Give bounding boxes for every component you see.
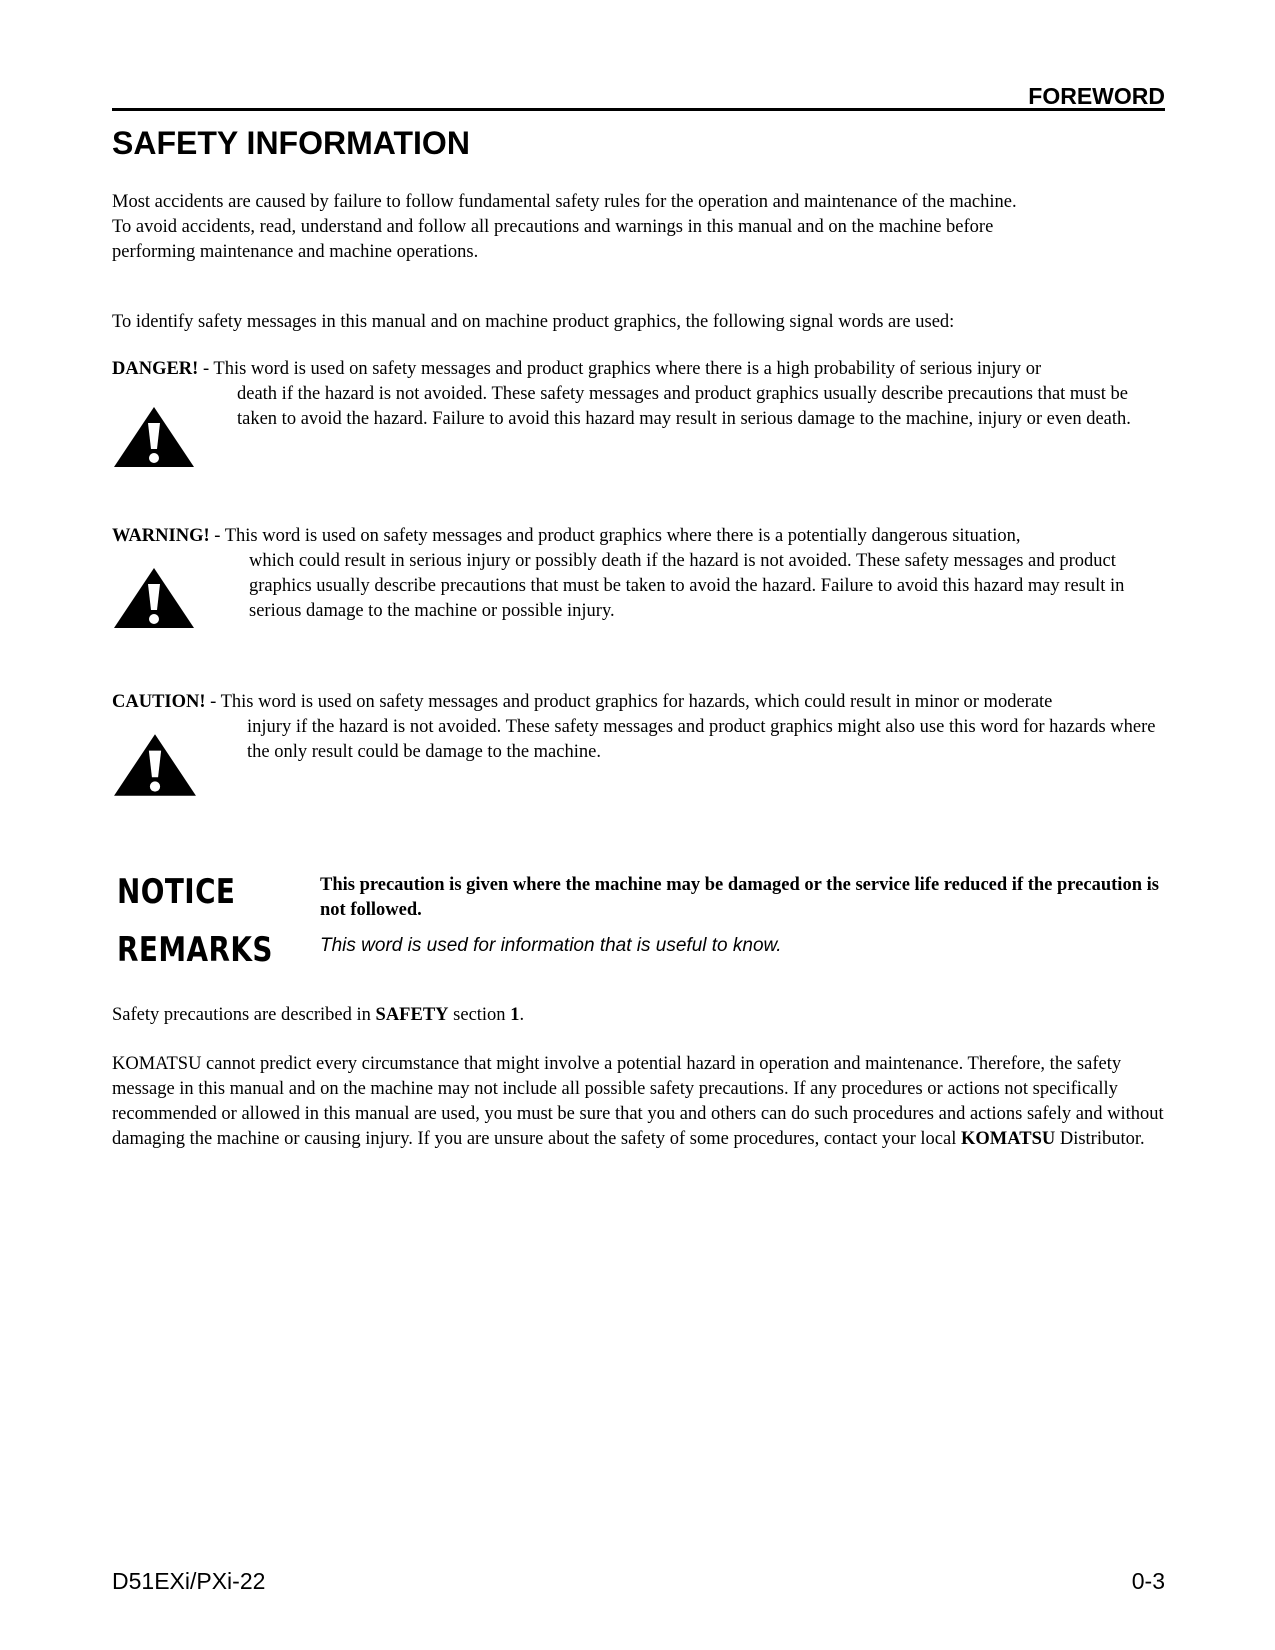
warning-text: which could result in serious injury or possibly death if the hazard is not avoided. These safety messages and product graphics usually describe precautions that must be taken to avoid the hazard. Failure to avoid this hazard may result in serious damage to the machine or possible injury.: [249, 551, 1125, 621]
notice-text: This precaution is given where the machine may be damaged or the service life reduced if the precaution is not followed.: [320, 875, 1159, 920]
section-number: 1: [510, 1005, 520, 1025]
caution-text: injury if the hazard is not avoided. These safety messages and product graphics might also use this word for hazards where the only result could be damage to the machine.: [247, 717, 1156, 762]
footer-model: D51EXi/PXi-22: [112, 1568, 266, 1594]
caution-word: CAUTION!: [112, 692, 206, 712]
notice-word: NOTICE: [117, 872, 236, 912]
precautions-reference: [112, 1003, 1167, 1028]
warning-triangle-icon: [112, 405, 196, 469]
safety-section-word: SAFETY: [375, 1005, 449, 1025]
section-name: FOREWORD: [1028, 83, 1165, 109]
disclaimer-end: Distributor.: [1059, 1129, 1145, 1149]
warning-block: [112, 524, 1167, 621]
intro-line-1: Most accidents are caused by failure to follow fundamental safety rules for the operation and maintenance of the machine.: [112, 192, 1017, 212]
warning-triangle-icon: [112, 566, 196, 630]
danger-text: death if the hazard is not avoided. These safety messages and product graphics usually describe precautions that must be taken to avoid the hazard. Failure to avoid this hazard may result in serious damage to the machine, injury or even death.: [237, 384, 1131, 429]
signal-intro: To identify safety messages in this manual and on machine product graphics, the following signal words are used:: [112, 312, 955, 332]
warning-triangle-icon: [112, 732, 198, 798]
section-header: [112, 84, 1165, 111]
warning-lead: - This word is used on safety messages and product graphics where there is a potentially dangerous situation,: [214, 526, 1021, 546]
danger-word: DANGER!: [112, 359, 199, 379]
disclaimer-text: KOMATSU cannot predict every circumstance that might involve a potential hazard in operation and maintenance. Therefore, the safety message in this manual and on the machine may not include all possible safety precautions. If any procedures or actions not specifically recommended or allowed in this manual are used, you must be sure that you and others can do such procedures and actions safely and without damaging the machine or causing injury. If you are unsure about the safety of some procedures, contact your local: [112, 1054, 1164, 1149]
brand-name: KOMATSU: [961, 1129, 1056, 1149]
remarks-text: This word is used for information that is useful to know.: [320, 935, 782, 956]
intro-line-2: To avoid accidents, read, understand and follow all precautions and warnings in this manual and on the machine before performing maintenance and machine operations.: [112, 217, 994, 262]
warning-word: WARNING!: [112, 526, 210, 546]
caution-block: [112, 690, 1167, 762]
page-title: SAFETY INFORMATION: [112, 125, 470, 161]
section-word: section: [453, 1005, 506, 1025]
intro-paragraph: [112, 190, 1167, 265]
precautions-text: Safety precautions are described in: [112, 1005, 371, 1025]
caution-lead: - This word is used on safety messages and product graphics for hazards, which could result in minor or moderate: [210, 692, 1053, 712]
period: .: [519, 1005, 525, 1025]
komatsu-disclaimer: [112, 1052, 1167, 1152]
footer-page-number: 0-3: [1131, 1568, 1165, 1594]
danger-block: [112, 357, 1167, 429]
remarks-word: REMARKS: [117, 930, 273, 970]
danger-lead: - This word is used on safety messages and product graphics where there is a high probability of serious injury or: [202, 359, 1042, 379]
